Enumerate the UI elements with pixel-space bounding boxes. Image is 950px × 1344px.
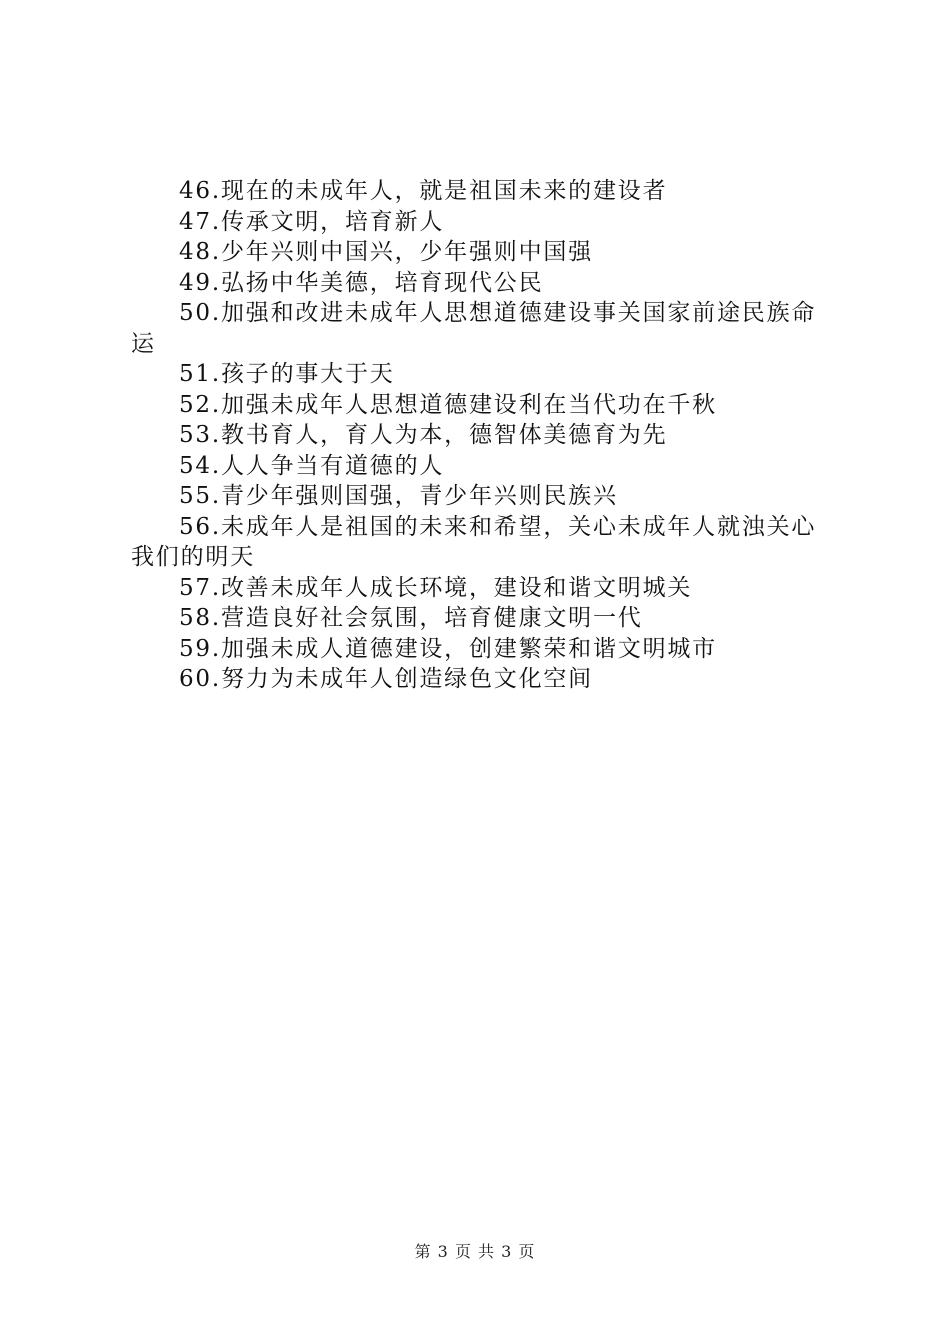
list-item: 50.加强和改进未成年人思想道德建设事关国家前途民族命运 [131,300,817,357]
list-item: 60.努力为未成年人创造绿色文化空间 [179,666,593,692]
list-item: 58.营造良好社会氛围，培育健康文明一代 [179,605,643,631]
list-item: 54.人人争当有道德的人 [179,452,445,479]
page-number-footer: 第 3 页 共 3 页 [414,1242,536,1261]
list-item: 57.改善未成年人成长环境，建设和谐文明城关 [179,574,693,601]
list-item: 53.教书育人，育人为本，德智体美德育为先 [179,422,668,448]
list-item: 47.传承文明，培育新人 [179,208,445,235]
list-item: 48.少年兴则中国兴，少年强则中国强 [179,239,593,265]
slogan-list [131,176,831,695]
list-item: 51.孩子的事大于天 [179,361,395,387]
list-item: 49.弘扬中华美德，培育现代公民 [179,269,544,296]
list-item: 55.青少年强则国强，青少年兴则民族兴 [179,483,618,509]
list-item: 52.加强未成年人思想道德建设利在当代功在千秋 [179,391,717,418]
list-item: 59.加强未成人道德建设，创建繁荣和谐文明城市 [179,635,717,662]
list-item: 56.未成年人是祖国的未来和希望，关心未成年人就浊关心我们的明天 [131,513,817,570]
list-item: 46.现在的未成年人，就是祖国未来的建设者 [179,178,668,204]
